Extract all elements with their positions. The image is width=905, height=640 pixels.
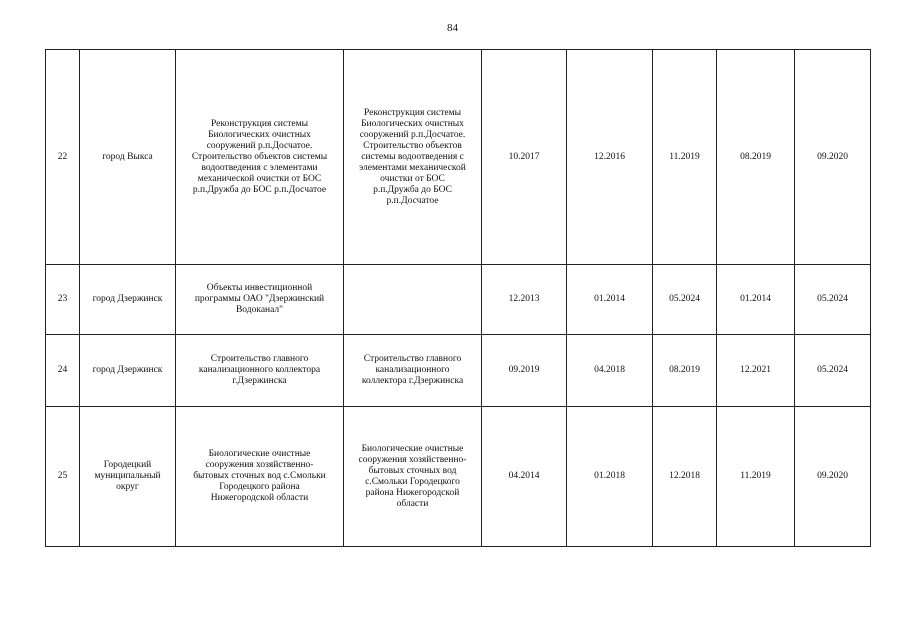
- date-cell-1: 09.2019: [482, 335, 567, 407]
- row-number: 23: [46, 265, 80, 335]
- date-cell-1: 04.2014: [482, 407, 567, 547]
- date-cell-4: 08.2019: [717, 50, 795, 265]
- date-cell-2: 04.2018: [567, 335, 653, 407]
- schedule-table: [45, 49, 871, 547]
- date-cell-1: 12.2013: [482, 265, 567, 335]
- date-cell-5: 05.2024: [795, 335, 871, 407]
- date-cell-1: 10.2017: [482, 50, 567, 265]
- date-cell-3: 05.2024: [653, 265, 717, 335]
- date-cell-4: 12.2021: [717, 335, 795, 407]
- municipality-cell: город Дзержинск: [80, 265, 176, 335]
- date-cell-3: 12.2018: [653, 407, 717, 547]
- object-name-cell: Биологические очистные сооружения хозяйственно- бытовых сточных вод с.Смольки Городецкого района Нижегородской области: [176, 407, 344, 547]
- date-cell-4: 11.2019: [717, 407, 795, 547]
- municipality-cell: Городецкий муниципальный округ: [80, 407, 176, 547]
- page-number: 84: [447, 22, 458, 34]
- object-name-cell: Реконструкция системы Биологических очистных сооружений р.п.Досчатое. Строительство объектов системы водоотведения с элементами механической очистки от БОС р.п.Дружба до БОС р.п.Досчатое: [176, 50, 344, 265]
- table-row: [46, 407, 871, 547]
- row-number: 25: [46, 407, 80, 547]
- object-detail-cell: Реконструкция системы Биологических очистных сооружений р.п.Досчатое. Строительство объектов системы водоотведения с элементами механической очистки от БОС р.п.Дружба до БОС р.п.Досчатое: [344, 50, 482, 265]
- row-number: 24: [46, 335, 80, 407]
- object-detail-cell: [344, 265, 482, 335]
- object-name-cell: Объекты инвестиционной программы ОАО "Дзержинский Водоканал": [176, 265, 344, 335]
- object-detail-cell: Биологические очистные сооружения хозяйственно- бытовых сточных вод с.Смольки Городецкого района Нижегородской области: [344, 407, 482, 547]
- table-row: [46, 265, 871, 335]
- municipality-cell: город Дзержинск: [80, 335, 176, 407]
- date-cell-4: 01.2014: [717, 265, 795, 335]
- date-cell-3: 08.2019: [653, 335, 717, 407]
- date-cell-5: 09.2020: [795, 407, 871, 547]
- date-cell-5: 09.2020: [795, 50, 871, 265]
- date-cell-2: 01.2018: [567, 407, 653, 547]
- table-row: [46, 335, 871, 407]
- row-number: 22: [46, 50, 80, 265]
- object-detail-cell: Строительство главного канализационного коллектора г.Дзержинска: [344, 335, 482, 407]
- table-row: [46, 50, 871, 265]
- object-name-cell: Строительство главного канализационного коллектора г.Дзержинска: [176, 335, 344, 407]
- date-cell-2: 01.2014: [567, 265, 653, 335]
- date-cell-5: 05.2024: [795, 265, 871, 335]
- date-cell-2: 12.2016: [567, 50, 653, 265]
- date-cell-3: 11.2019: [653, 50, 717, 265]
- municipality-cell: город Выкса: [80, 50, 176, 265]
